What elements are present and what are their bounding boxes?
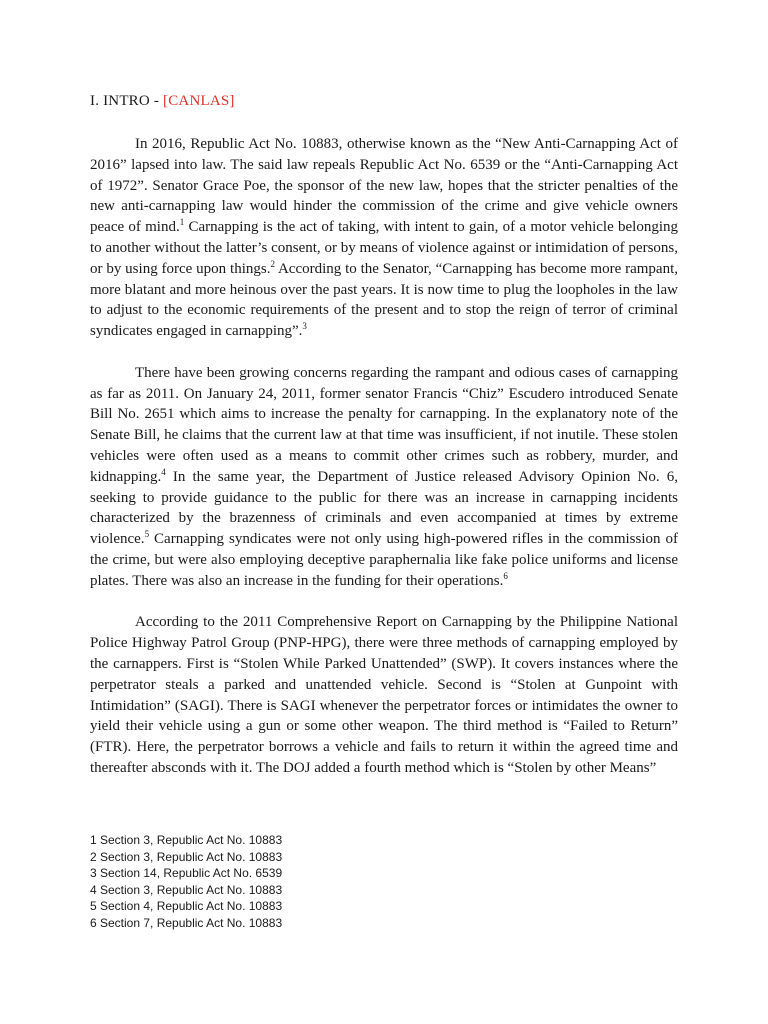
footnote-item: 4 Section 3, Republic Act No. 10883: [90, 882, 283, 897]
section-heading-label: I. INTRO -: [90, 93, 164, 109]
footnote-reference: 1: [179, 217, 185, 228]
paragraph-text: In the same year, the Department of Justice released Advisory Opinion No. 6, seeking to provide guidance to the public for there was an increase in carnapping incidents characterized by the brazenness of criminals and even accompanied at times by extreme violence.: [90, 468, 678, 548]
footnote-item: 5 Section 4, Republic Act No. 10883: [90, 899, 283, 914]
footnote-item: 2 Section 3, Republic Act No. 10883: [90, 849, 283, 864]
paragraph: [90, 363, 678, 592]
section-heading: [90, 93, 235, 110]
footnote-item: 1 Section 3, Republic Act No. 10883: [90, 833, 283, 847]
footnote-reference: 2: [270, 258, 275, 269]
paragraph: [90, 612, 678, 778]
footnote-reference: 6: [503, 570, 508, 581]
footnote-reference: 4: [161, 466, 166, 477]
footnotes: [90, 832, 282, 932]
body-text: [90, 134, 678, 800]
paragraph: [90, 134, 678, 342]
footnote-item: 6 Section 7, Republic Act No. 10883: [90, 915, 283, 930]
section-author-tag: [CANLAS]: [163, 93, 235, 109]
footnote-reference: 5: [144, 529, 150, 540]
footnote-item: 3 Section 14, Republic Act No. 6539: [90, 866, 283, 881]
paragraph-text: Carnapping syndicates were not only using high-powered rifles in the commission of the crime, but were also employing deceptive paraphernalia like fake police uniforms and license plates. There was also an increase in the funding for their operations.: [90, 531, 678, 589]
footnote-reference: 3: [302, 321, 307, 332]
paragraph-text: According to the 2011 Comprehensive Report on Carnapping by the Philippine National Police Highway Patrol Group (PNP-HPG), there were three methods of carnapping employed by the carnappers. First is “Stolen While Parked Unattended” (SWP). It covers instances where the perpetrator steals a parked and unattended vehicle. Second is “Stolen at Gunpoint with Intimidation” (SAGI). There is SAGI whenever the perpetrator forces or intimidates the owner to yield their vehicle using a gun or some other weapon. The third method is “Failed to Return” (FTR). Here, the perpetrator borrows a vehicle and fails to return it within the agreed time and thereafter absconds with it. The DOJ added a fourth method which is “Stolen by other Means”: [90, 614, 678, 776]
paragraph-text: There have been growing concerns regarding the rampant and odious cases of carnapping as far as 2011. On January 24, 2011, former senator Francis “Chiz” Escudero introduced Senate Bill No. 2651 which aims to increase the penalty for carnapping. In the explanatory note of the Senate Bill, he claims that the current law at that time was insufficient, if not inutile. These stolen vehicles were often used as a means to commit other crimes such as robbery, murder, and kidnapping.: [90, 364, 678, 485]
paragraph-text: In 2016, Republic Act No. 10883, otherwise known as the “New Anti-Carnapping Act of 2016” lapsed into law. The said law repeals Republic Act No. 6539 or the “Anti-Carnapping Act of 1972”. Senator Grace Poe, the sponsor of the new law, hopes that the stricter penalties of the new anti-carnapping law would hinder the commission of the crime and give vehicle owners peace of mind.: [90, 136, 678, 236]
paragraph-text: Carnapping is the act of taking, with intent to gain, of a motor vehicle belonging to another without the latter’s consent, or by means of violence against or intimidation of persons, or by using force upon things.: [90, 219, 678, 277]
paragraph-text: According to the Senator, “Carnapping has become more rampant, more blatant and more heinous over the past years. It is now time to plug the loopholes in the law to adjust to the economic requirements of the present and to stop the reign of terror of criminal syndicates engaged in carnapping”.: [90, 260, 678, 340]
